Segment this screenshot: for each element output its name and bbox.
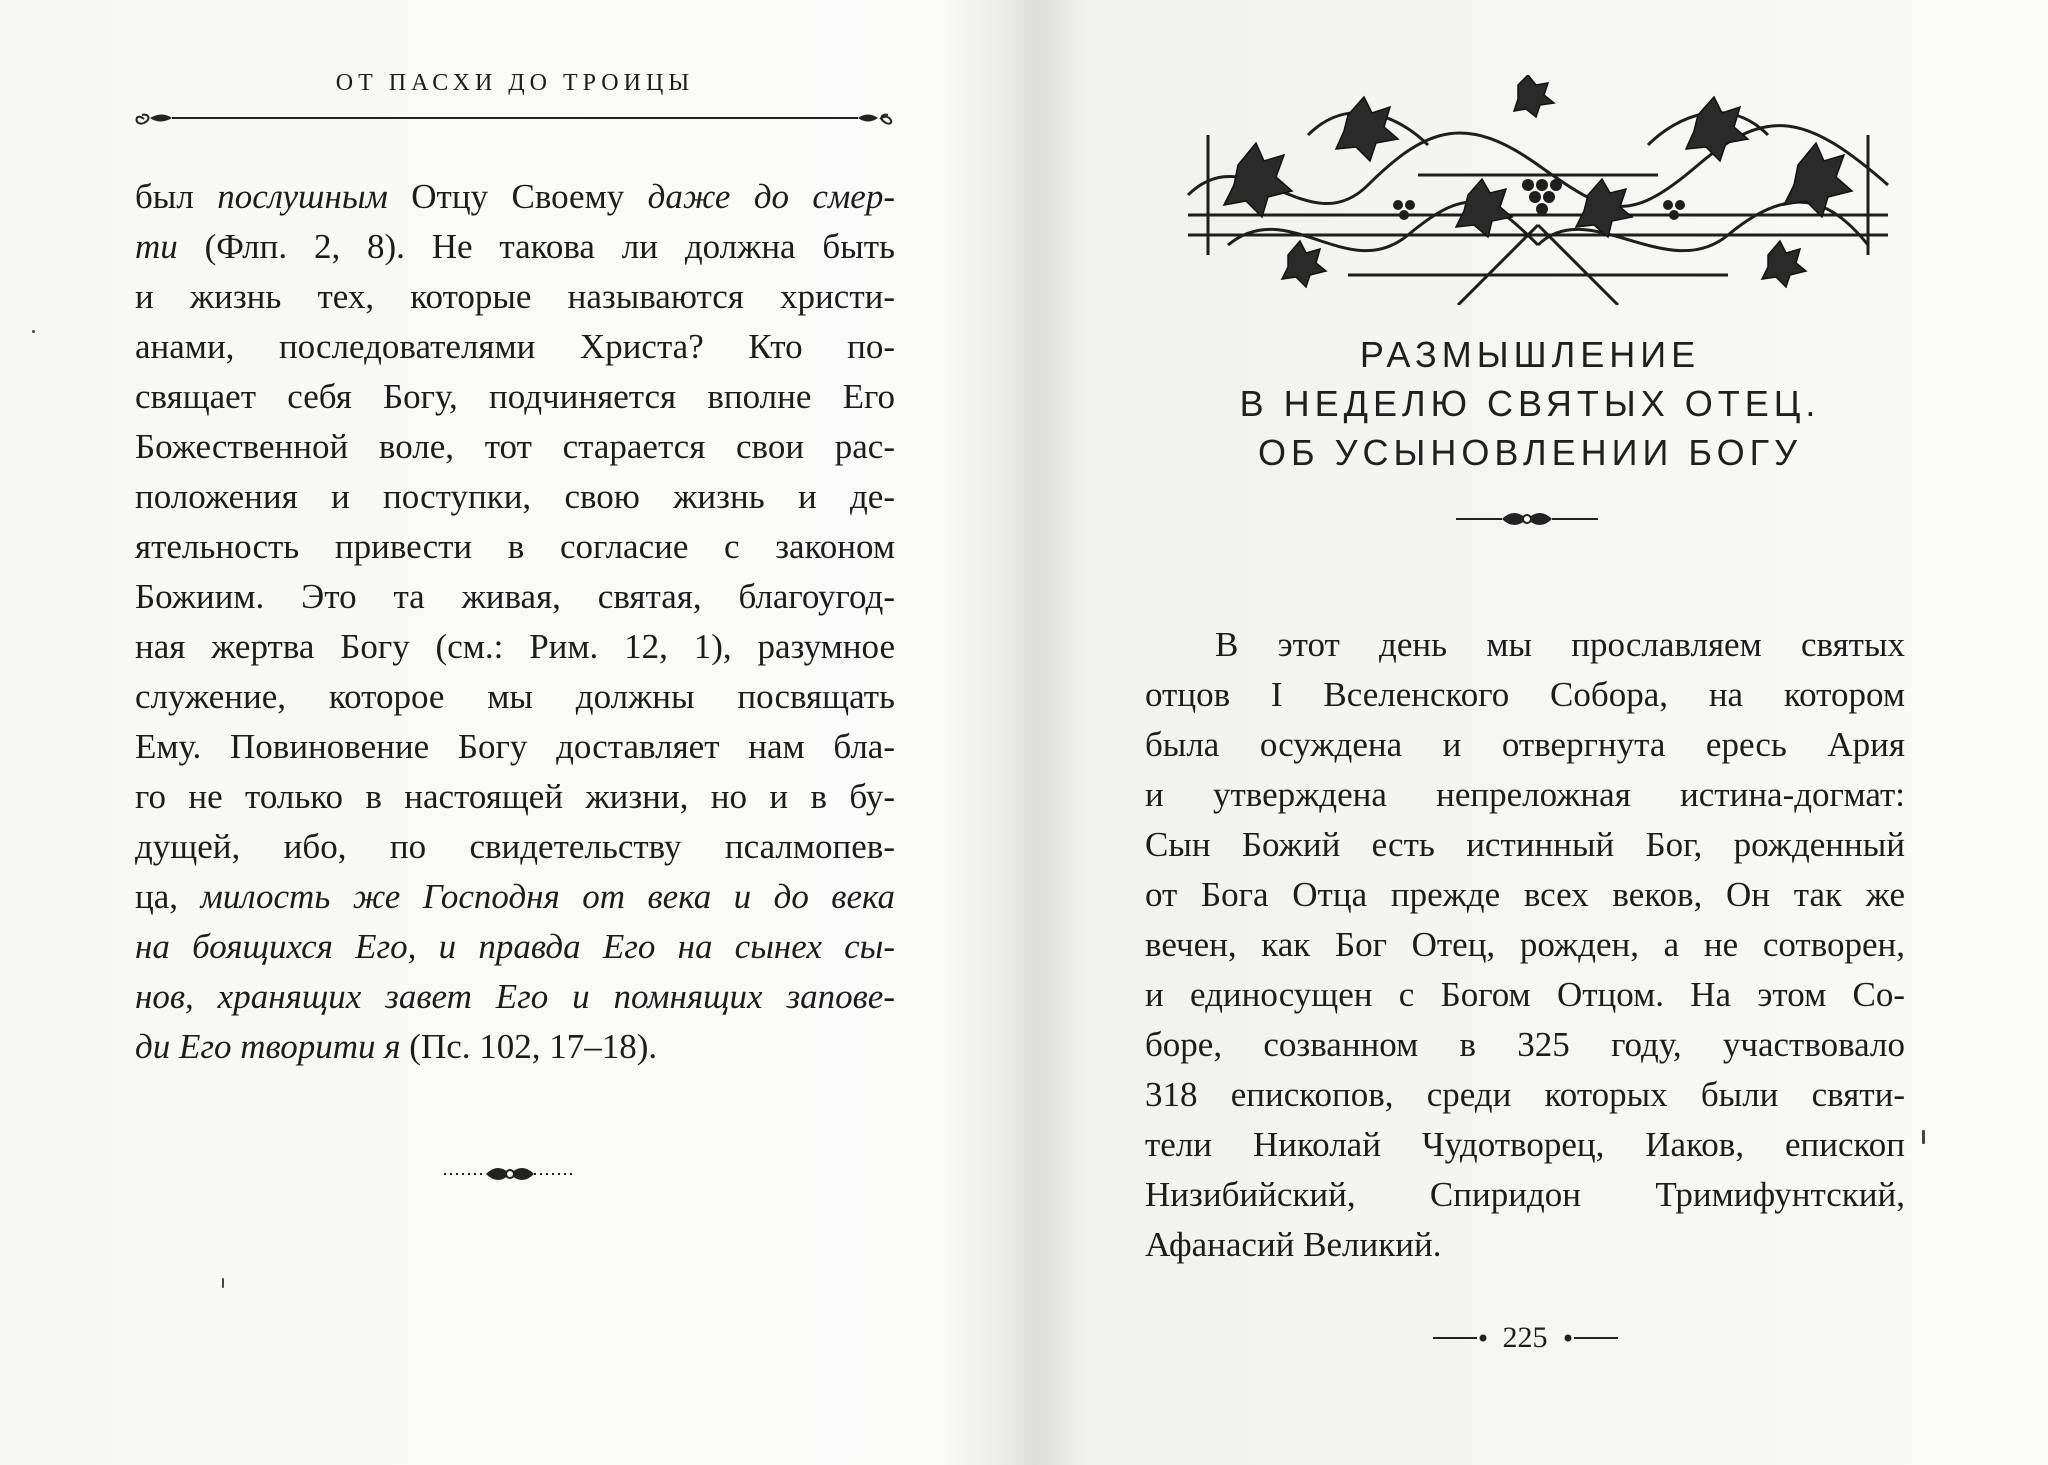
text-segment: (Флп. 2, 8). Не такова ли должна быть xyxy=(177,227,895,266)
text-segment: дущей, ибо, по свидетельству псалмопев- xyxy=(135,827,895,866)
text-segment: и жизнь тех, которые называются христи- xyxy=(135,277,895,316)
text-line xyxy=(135,472,895,522)
text-segment: положения и поступки, свою жизнь и де- xyxy=(135,477,895,516)
text-segment: свящает себя Богу, подчиняется вполне Его xyxy=(135,377,895,416)
italic-quote-segment: на боящихся Его, и правда Его на сынех сы- xyxy=(135,927,895,966)
text-line xyxy=(135,322,895,372)
text-segment: служение, которое мы должны посвящать xyxy=(135,677,895,716)
section-end-ornament xyxy=(440,1160,580,1188)
text-line xyxy=(135,922,895,972)
page-number-text: 225 xyxy=(1502,1321,1548,1354)
text-line: и единосущен с Богом Отцом. На этом Со- xyxy=(1145,975,1905,1014)
text-line: Сын Божий есть истинный Бог, рожденный xyxy=(1145,825,1905,864)
text-line xyxy=(135,372,895,422)
text-segment: Божественной воле, тот старается свои рас- xyxy=(135,427,895,466)
folio-rule-right xyxy=(1562,1332,1618,1344)
text-line xyxy=(135,1022,895,1072)
text-line xyxy=(135,872,895,922)
italic-quote-segment: нов, хранящих завет Его и помнящих запове- xyxy=(135,977,895,1016)
text-line: 318 епископов, среди которых были святи- xyxy=(1145,1075,1905,1114)
scan-speck xyxy=(1922,1130,1925,1144)
chapter-title-line: РАЗМЫШЛЕНИЕ xyxy=(1359,334,1701,375)
chapter-title xyxy=(1130,330,1930,477)
text-line: от Бога Отца прежде всех веков, Он так же xyxy=(1145,875,1905,914)
chapter-title-line: В НЕДЕЛЮ СВЯТЫХ ОТЕЦ. xyxy=(1239,383,1821,424)
text-line: Афанасий Великий. xyxy=(1145,1225,1442,1264)
italic-quote-segment: послушным xyxy=(217,177,388,216)
page-number xyxy=(1410,1318,1640,1358)
text-line xyxy=(135,722,895,772)
text-line xyxy=(135,222,895,272)
text-segment: Отцу Своему xyxy=(387,177,648,216)
text-line: была осуждена и отвергнута ересь Ария xyxy=(1145,725,1905,764)
title-ornament xyxy=(1452,505,1602,533)
folio-rule-left xyxy=(1433,1332,1489,1344)
italic-quote-segment: ти xyxy=(135,227,178,266)
text-line xyxy=(135,972,895,1022)
text-segment: Божиим. Это та живая, святая, благоугод- xyxy=(135,577,895,616)
italic-quote-segment: даже до смер- xyxy=(647,177,895,216)
text-line: Низибийский, Спиридон Тримифунтский, xyxy=(1145,1175,1905,1214)
text-segment: был xyxy=(135,177,218,216)
text-segment: ная жертва Богу (см.: Рим. 12, 1), разумное xyxy=(135,627,895,666)
text-segment: анами, последователями Христа? Кто по- xyxy=(135,327,895,366)
text-line: отцов I Вселенского Собора, на котором xyxy=(1145,675,1905,714)
italic-quote-segment: милость же Господня от века и до века xyxy=(200,877,896,916)
header-flourish-rule xyxy=(130,103,900,133)
text-line xyxy=(135,522,895,572)
text-line: В этот день мы прославляем святых xyxy=(1215,625,1905,664)
italic-quote-segment: ди Его творити я xyxy=(135,1027,401,1066)
right-body-text xyxy=(1145,620,1905,1270)
running-head: ОТ ПАСХИ ДО ТРОИЦЫ xyxy=(335,70,695,96)
text-line xyxy=(135,672,895,722)
text-line xyxy=(135,422,895,472)
text-line xyxy=(135,272,895,322)
text-segment: ятельность привести в согласие с законом xyxy=(135,527,895,566)
text-segment: Ему. Повиновение Богу доставляет нам бла- xyxy=(135,727,895,766)
text-line xyxy=(135,622,895,672)
scan-speck xyxy=(32,330,35,333)
text-line: и утверждена непреложная истина-догмат: xyxy=(1145,775,1905,814)
text-line xyxy=(135,172,895,222)
text-segment: (Пс. 102, 17–18). xyxy=(400,1027,658,1066)
chapter-title-line: ОБ УСЫНОВЛЕНИИ БОГУ xyxy=(1258,432,1802,473)
text-line xyxy=(135,772,895,822)
text-line xyxy=(135,822,895,872)
text-line xyxy=(135,572,895,622)
left-body-text xyxy=(135,172,895,1072)
text-line: тели Николай Чудотворец, Иаков, епископ xyxy=(1145,1125,1905,1164)
scan-speck xyxy=(222,1278,224,1288)
grapevine-trellis-headpiece-icon xyxy=(1168,75,1908,305)
text-segment: го не только в настоящей жизни, но и в бу- xyxy=(135,777,895,816)
text-line: боре, созванном в 325 году, участвовало xyxy=(1145,1025,1905,1064)
text-line: вечен, как Бог Отец, рожден, а не сотворен, xyxy=(1145,925,1905,964)
text-segment: ца, xyxy=(135,877,201,916)
